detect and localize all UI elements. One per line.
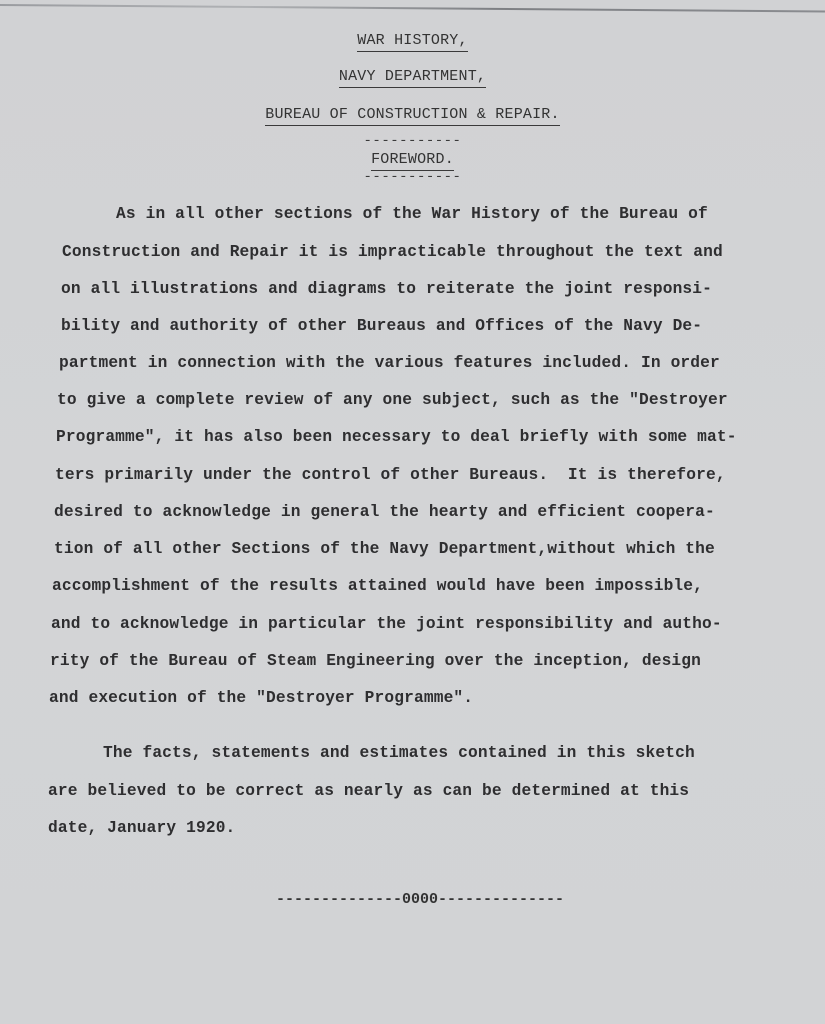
paragraph2-line: date, January 1920. xyxy=(48,819,236,837)
title-text: FOREWORD. xyxy=(371,151,454,171)
paragraph2-line: are believed to be correct as nearly as can be determined at this xyxy=(48,782,690,800)
paragraph1-line: ters primarily under the control of other Bureaus. It is therefore, xyxy=(55,466,726,484)
header-war-history xyxy=(0,32,825,52)
header-line3: BUREAU OF CONSTRUCTION & REPAIR. xyxy=(265,106,559,126)
dashes-top: ----------- xyxy=(363,133,462,149)
paragraph1-line: bility and authority of other Bureaus and Offices of the Navy De- xyxy=(61,317,703,335)
header-navy-department xyxy=(0,68,825,88)
header-line2: NAVY DEPARTMENT, xyxy=(339,68,486,88)
paragraph1-line: accomplishment of the results attained would have been impossible, xyxy=(52,577,704,595)
paragraph1-line: Construction and Repair it is impracticable throughout the text and xyxy=(62,243,723,261)
end-separator: --------------0000-------------- xyxy=(275,891,565,908)
foreword-title xyxy=(0,151,825,171)
paragraph2-line: The facts, statements and estimates contained in this sketch xyxy=(103,744,695,762)
paragraph1-line: As in all other sections of the War History of the Bureau of xyxy=(116,205,708,223)
paragraph1-line: tion of all other Sections of the Navy Department,without which the xyxy=(54,540,715,558)
paragraph1-line: and to acknowledge in particular the joint responsibility and autho- xyxy=(51,615,722,633)
paragraph1-line: to give a complete review of any one subject, such as the "Destroyer xyxy=(57,391,728,409)
paragraph1-line: Programme", it has also been necessary to deal briefly with some mat- xyxy=(56,428,737,446)
paragraph1-line: on all illustrations and diagrams to reiterate the joint responsi- xyxy=(61,280,713,298)
header-bureau xyxy=(0,106,825,126)
paragraph1-line: desired to acknowledge in general the hearty and efficient coopera- xyxy=(54,503,715,521)
dashes-bottom: ----------- xyxy=(363,169,462,185)
paragraph1-line: rity of the Bureau of Steam Engineering over the inception, design xyxy=(50,652,702,670)
page-edge xyxy=(0,4,825,12)
paragraph1-line: partment in connection with the various features included. In order xyxy=(59,354,720,372)
header-line1: WAR HISTORY, xyxy=(357,32,467,52)
paragraph1-line: and execution of the "Destroyer Programme". xyxy=(49,689,474,707)
